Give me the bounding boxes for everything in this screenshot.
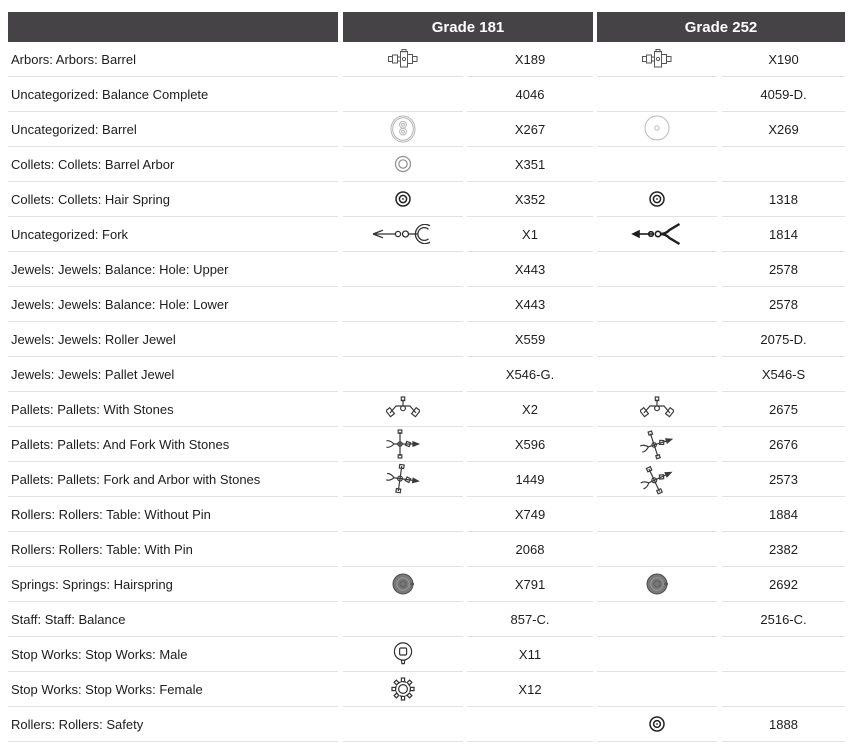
grade-252-part-number: 2692 <box>722 567 845 602</box>
part-category-label: Uncategorized: Fork <box>8 217 338 252</box>
grade-252-part-number: X546-S <box>722 357 845 392</box>
grade-252-part-number: 2382 <box>722 532 845 567</box>
part-category-label: Jewels: Jewels: Balance: Hole: Lower <box>8 287 338 322</box>
grade-252-part-number <box>722 672 845 707</box>
stop-works-female-icon <box>391 677 415 701</box>
grade-252-part-number: 1318 <box>722 182 845 217</box>
collet-bullseye-icon <box>648 190 666 208</box>
grade-181-part-number: 857-C. <box>467 602 593 637</box>
grade-181-part-number: X11 <box>467 637 593 672</box>
part-category-label: Jewels: Jewels: Pallet Jewel <box>8 357 338 392</box>
grade-181-part-number: 4046 <box>467 77 593 112</box>
collet-bullseye-icon <box>394 190 412 208</box>
grade-252-part-icon-cell <box>597 602 717 637</box>
grade-181-part-icon-cell <box>343 182 463 217</box>
header-cell-blank <box>8 12 338 42</box>
part-category-label: Rollers: Rollers: Safety <box>8 707 338 742</box>
grade-252-part-number: 2516-C. <box>722 602 845 637</box>
collet-ring-icon <box>393 154 413 174</box>
grade-252-part-icon-cell <box>597 707 717 742</box>
barrel-one-hole-icon <box>643 115 671 143</box>
pallet-fork-arbor-icon <box>385 464 421 494</box>
grade-comparison-grid <box>8 12 853 742</box>
grade-252-part-icon-cell <box>597 427 717 462</box>
grade-252-part-number: X190 <box>722 42 845 77</box>
grade-181-part-icon-cell <box>343 252 463 287</box>
grade-181-part-number: X443 <box>467 252 593 287</box>
grade-181-part-number: X267 <box>467 112 593 147</box>
grade-252-part-icon-cell <box>597 147 717 182</box>
grade-252-part-number: 2573 <box>722 462 845 497</box>
grade-181-part-icon-cell <box>343 707 463 742</box>
part-category-label: Collets: Collets: Hair Spring <box>8 182 338 217</box>
pallet-stones-icon <box>640 396 674 422</box>
grade-181-part-icon-cell <box>343 567 463 602</box>
grade-252-part-icon-cell <box>597 77 717 112</box>
grade-252-part-number: 2075-D. <box>722 322 845 357</box>
grade-252-part-number: 2675 <box>722 392 845 427</box>
grade-252-part-icon-cell <box>597 497 717 532</box>
part-category-label: Stop Works: Stop Works: Female <box>8 672 338 707</box>
grade-252-part-icon-cell <box>597 217 717 252</box>
grade-252-part-icon-cell <box>597 637 717 672</box>
grade-181-part-icon-cell <box>343 147 463 182</box>
grade-252-part-number: 1814 <box>722 217 845 252</box>
grade-181-part-number: X352 <box>467 182 593 217</box>
grade-181-part-number: X1 <box>467 217 593 252</box>
grade-252-part-number: X269 <box>722 112 845 147</box>
grade-252-part-icon-cell <box>597 42 717 77</box>
part-category-label: Pallets: Pallets: Fork and Arbor with Stones <box>8 462 338 497</box>
grade-181-part-number: X596 <box>467 427 593 462</box>
part-category-label: Springs: Springs: Hairspring <box>8 567 338 602</box>
arbor-icon <box>387 48 419 70</box>
hairspring-icon <box>646 572 669 596</box>
grade-181-part-icon-cell <box>343 77 463 112</box>
part-category-label: Uncategorized: Balance Complete <box>8 77 338 112</box>
grade-181-part-number: X2 <box>467 392 593 427</box>
grade-252-part-icon-cell <box>597 112 717 147</box>
grade-181-part-number: X559 <box>467 322 593 357</box>
pallet-fork-arbor-alt-icon <box>639 464 675 494</box>
grade-252-part-icon-cell <box>597 287 717 322</box>
pallet-fork-icon <box>385 429 421 459</box>
grade-252-part-icon-cell <box>597 462 717 497</box>
grade-252-part-number <box>722 637 845 672</box>
grade-252-part-number: 4059-D. <box>722 77 845 112</box>
grade-252-part-icon-cell <box>597 392 717 427</box>
arbor-icon <box>641 48 673 70</box>
grade-181-part-icon-cell <box>343 217 463 252</box>
grade-181-part-number: 2068 <box>467 532 593 567</box>
grade-252-part-number: 1888 <box>722 707 845 742</box>
fork-long-icon <box>371 224 435 244</box>
grade-181-part-icon-cell <box>343 462 463 497</box>
grade-252-part-icon-cell <box>597 672 717 707</box>
stop-works-male-icon <box>392 641 414 667</box>
grade-181-part-icon-cell <box>343 112 463 147</box>
part-category-label: Rollers: Rollers: Table: With Pin <box>8 532 338 567</box>
part-category-label: Jewels: Jewels: Roller Jewel <box>8 322 338 357</box>
grade-181-part-icon-cell <box>343 287 463 322</box>
grade-181-part-icon-cell <box>343 357 463 392</box>
grade-181-part-icon-cell <box>343 42 463 77</box>
part-category-label: Pallets: Pallets: And Fork With Stones <box>8 427 338 462</box>
part-category-label: Uncategorized: Barrel <box>8 112 338 147</box>
grade-252-part-icon-cell <box>597 182 717 217</box>
part-category-label: Jewels: Jewels: Balance: Hole: Upper <box>8 252 338 287</box>
grade-181-part-number: X12 <box>467 672 593 707</box>
grade-252-part-number <box>722 147 845 182</box>
grade-181-part-number: X189 <box>467 42 593 77</box>
barrel-two-hole-icon <box>389 114 417 144</box>
grade-181-part-number: X351 <box>467 147 593 182</box>
grade-252-part-number: 2578 <box>722 252 845 287</box>
part-category-label: Arbors: Arbors: Barrel <box>8 42 338 77</box>
part-category-label: Collets: Collets: Barrel Arbor <box>8 147 338 182</box>
grade-181-part-icon-cell <box>343 497 463 532</box>
grade-181-part-icon-cell <box>343 392 463 427</box>
grade-181-part-number: X749 <box>467 497 593 532</box>
grade-181-part-icon-cell <box>343 427 463 462</box>
grade-181-part-icon-cell <box>343 602 463 637</box>
header-cell-grade-181: Grade 181 <box>343 12 593 42</box>
grade-252-part-icon-cell <box>597 532 717 567</box>
hairspring-icon <box>392 572 415 596</box>
grade-181-part-icon-cell <box>343 672 463 707</box>
grade-181-part-icon-cell <box>343 637 463 672</box>
header-cell-grade-252: Grade 252 <box>597 12 845 42</box>
grade-181-part-icon-cell <box>343 322 463 357</box>
grade-181-part-number: X443 <box>467 287 593 322</box>
grade-181-part-number: X546-G. <box>467 357 593 392</box>
part-category-label: Stop Works: Stop Works: Male <box>8 637 338 672</box>
fork-y-icon <box>631 222 683 246</box>
grade-252-part-number: 1884 <box>722 497 845 532</box>
grade-252-part-icon-cell <box>597 252 717 287</box>
grade-181-part-icon-cell <box>343 532 463 567</box>
grade-181-part-number: 1449 <box>467 462 593 497</box>
part-category-label: Staff: Staff: Balance <box>8 602 338 637</box>
grade-252-part-number: 2676 <box>722 427 845 462</box>
pallet-fork-alt-icon <box>639 429 675 459</box>
pallet-stones-icon <box>386 396 420 422</box>
grade-181-part-number <box>467 707 593 742</box>
safety-roller-icon <box>648 715 666 733</box>
grade-252-part-icon-cell <box>597 357 717 392</box>
part-category-label: Rollers: Rollers: Table: Without Pin <box>8 497 338 532</box>
grade-252-part-icon-cell <box>597 322 717 357</box>
grade-181-part-number: X791 <box>467 567 593 602</box>
grade-252-part-icon-cell <box>597 567 717 602</box>
grade-252-part-number: 2578 <box>722 287 845 322</box>
part-category-label: Pallets: Pallets: With Stones <box>8 392 338 427</box>
